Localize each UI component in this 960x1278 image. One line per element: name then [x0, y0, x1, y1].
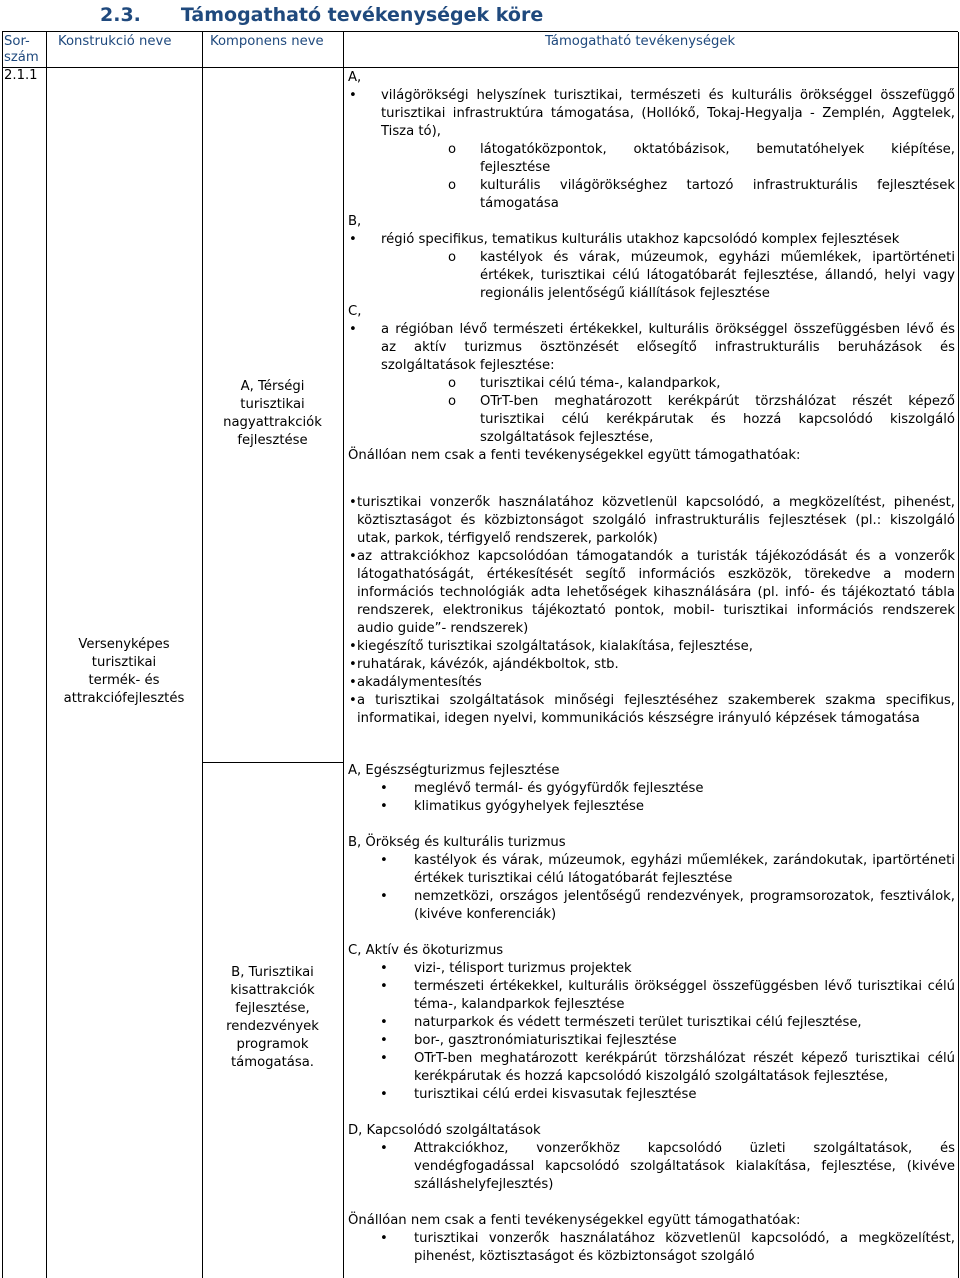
list-item: • turisztikai célú erdei kisvasutak fejlesztése: [348, 1086, 955, 1104]
konstrukcio-line: Versenyképes: [78, 637, 170, 652]
list-item: • a régióban lévő természeti értékekkel, kulturális örökséggel összefüggésben lévő és az aktív turizmus ösztönzését elősegítő infrastrukturális beruházások és szolgáltatások fejlesztése:: [348, 321, 955, 375]
list-item: • ruhatárak, kávézók, ajándékboltok, stb.: [348, 656, 955, 674]
header-sorszam-line2: szám: [4, 50, 39, 65]
section-heading: [100, 2, 543, 28]
list-item: • klimatikus gyógyhelyek fejlesztése: [348, 798, 955, 816]
standalone-note: Önállóan nem csak a fenti tevékenységekkel együtt támogathatóak:: [348, 1213, 801, 1228]
section-number: 2.3.: [100, 4, 141, 26]
row-number: 2.1.1: [4, 68, 38, 83]
component-b: [202, 964, 343, 1072]
col-divider-1: [2, 32, 3, 1278]
header-konstrukcio: Konstrukció neve: [58, 34, 172, 49]
konstrukcio-line: turisztikai: [91, 655, 157, 670]
component-b-line: támogatása.: [230, 1055, 314, 1070]
activities-block-b: [348, 762, 955, 1266]
list-item: • bor-, gasztronómiaturisztikai fejlesztése: [348, 1032, 955, 1050]
konstrukcio-name: [46, 636, 202, 708]
activities-block-standalone: [348, 494, 955, 728]
list-item: • az attrakciókhoz kapcsolódóan támogatandók a turisták tájékozódását és a vonzerők látogathatóságát, értékesítését segítő információs eszközök, törekedve a modern információs technológiák adta lehetőségek kihasználására (pl. infó- és tájékoztató tábla rendszerek, elektronikus tájékoztató pontok, mobil- turisztikai információs rendszerek audio guide”- rendszerek): [348, 548, 955, 638]
list-item: • Attrakciókhoz, vonzerőkhöz kapcsolódó üzleti szolgáltatások, és vendégfogadással kapcsolódó szolgáltatások kialakítása, fejlesztése, (kivéve szálláshelyfejlesztés): [348, 1140, 955, 1194]
list-item: • vizi-, télisport turizmus projektek: [348, 960, 955, 978]
header-tevekenyseg: Támogatható tevékenységek: [545, 34, 736, 49]
list-subitem: o kulturális világörökséghez tartozó infrastrukturális fejlesztések támogatása: [348, 177, 955, 213]
section-label: C, Aktív és ökoturizmus: [348, 943, 504, 958]
component-a-line: turisztikai: [240, 397, 305, 412]
section-label: B,: [348, 214, 362, 229]
list-item: • meglévő termál- és gyógyfürdők fejlesztése: [348, 780, 955, 798]
component-b-line: kisattrakciók: [230, 983, 315, 998]
component-b-line: fejlesztése,: [235, 1001, 310, 1016]
list-item: • nemzetközi, országos jelentőségű rendezvények, programsorozatok, fesztiválok,(kivéve konferenciák): [348, 888, 955, 924]
list-item: • kastélyok és várak, múzeumok, egyházi műemlékek, zarándokutak, ipartörténeti értékek turisztikai célú látogatóbarát fejlesztése: [348, 852, 955, 888]
component-a-line: fejlesztése: [237, 433, 308, 448]
konstrukcio-line: attrakciófejlesztés: [63, 691, 185, 706]
component-b-line: rendezvények: [226, 1019, 319, 1034]
component-a-line: nagyattrakciók: [223, 415, 322, 430]
col-divider-5: [958, 32, 959, 1278]
col-divider-3: [202, 32, 203, 1278]
list-item: • kiegészítő turisztikai szolgáltatások, kialakítása, fejlesztése,: [348, 638, 955, 656]
list-subitem: o kastélyok és várak, múzeumok, egyházi műemlékek, ipartörténeti értékek, turisztikai célú látogatóbarát fejlesztése, állandó, helyi vagy regionális jelentőségű kiállítások fejlesztése: [348, 249, 955, 303]
table-header-border: [2, 67, 958, 68]
list-item: • régió specifikus, tematikus kulturális utakhoz kapcsolódó komplex fejlesztések: [348, 231, 955, 249]
list-item: • akadálymentesítés: [348, 674, 955, 692]
col-divider-4: [343, 32, 344, 1278]
list-item: • naturparkok és védett természeti terület turisztikai célú fejlesztése,: [348, 1014, 955, 1032]
component-divider: [202, 762, 343, 763]
list-item: • világörökségi helyszínek turisztikai, természeti és kulturális örökséggel összefüggő turisztikai infrastruktúra támogatása, (Hollókő, Tokaj-Hegyalja - Zemplén, Aggtelek, Tisza tó),: [348, 87, 955, 141]
component-b-line: B, Turisztikai: [231, 965, 314, 980]
activities-block-a: [348, 69, 955, 465]
list-item: • a turisztikai szolgáltatások minőségi fejlesztéséhez szakemberek szakma specifikus, informatikai, idegen nyelvi, kommunikációs készségre irányuló képzések támogatása: [348, 692, 955, 728]
list-subitem: o OTrT-ben meghatározott kerékpárút törzshálózat részét képező turisztikai célú kerékpárutak és hozzá kapcsolódó kiszolgáló szolgáltatások fejlesztése,: [348, 393, 955, 447]
component-b-line: programok: [236, 1037, 309, 1052]
header-sorszam-line1: Sor-: [4, 34, 30, 49]
section-title: Támogatható tevékenységek köre: [180, 4, 544, 26]
list-subitem: o látogatóközpontok, oktatóbázisok, bemutatóhelyek kiépítése, fejlesztése: [348, 141, 955, 177]
list-item: • turisztikai vonzerők használatához közvetlenül kapcsolódó, a megközelítést, pihenést, köztisztaságot és közbiztonságot szolgáló: [348, 1230, 955, 1266]
section-label: B, Örökség és kulturális turizmus: [348, 835, 566, 850]
table-top-border: [2, 31, 958, 32]
list-item: • OTrT-ben meghatározott kerékpárút törzshálózat részét képező turisztikai célú kerékpárutak és hozzá kapcsolódó kiszolgáló szolgáltatások fejlesztése,: [348, 1050, 955, 1086]
list-item: • természeti értékekkel, kulturális örökséggel összefüggésben lévő turisztikai célú téma-, kalandparkok fejlesztése: [348, 978, 955, 1014]
standalone-note: Önállóan nem csak a fenti tevékenységekkel együtt támogathatóak:: [348, 448, 801, 463]
section-label: A,: [348, 70, 362, 85]
section-label: C,: [348, 304, 362, 319]
component-a: [202, 378, 343, 450]
section-label: A, Egészségturizmus fejlesztése: [348, 763, 560, 778]
list-item: • turisztikai vonzerők használatához közvetlenül kapcsolódó, a megközelítést, pihenést, köztisztaságot és közbiztonságot szolgáló infrastrukturális fejlesztések (pl.: kiszolgáló utak, parkok, térfigyelő rendszerek, parkolók): [348, 494, 955, 548]
component-a-line: A, Térségi: [240, 379, 305, 394]
section-label: D, Kapcsolódó szolgáltatások: [348, 1123, 541, 1138]
list-subitem: o turisztikai célú téma-, kalandparkok,: [348, 375, 955, 393]
header-sorszam: [4, 34, 46, 66]
header-komponens: Komponens neve: [210, 34, 324, 49]
konstrukcio-line: termék- és: [88, 673, 160, 688]
